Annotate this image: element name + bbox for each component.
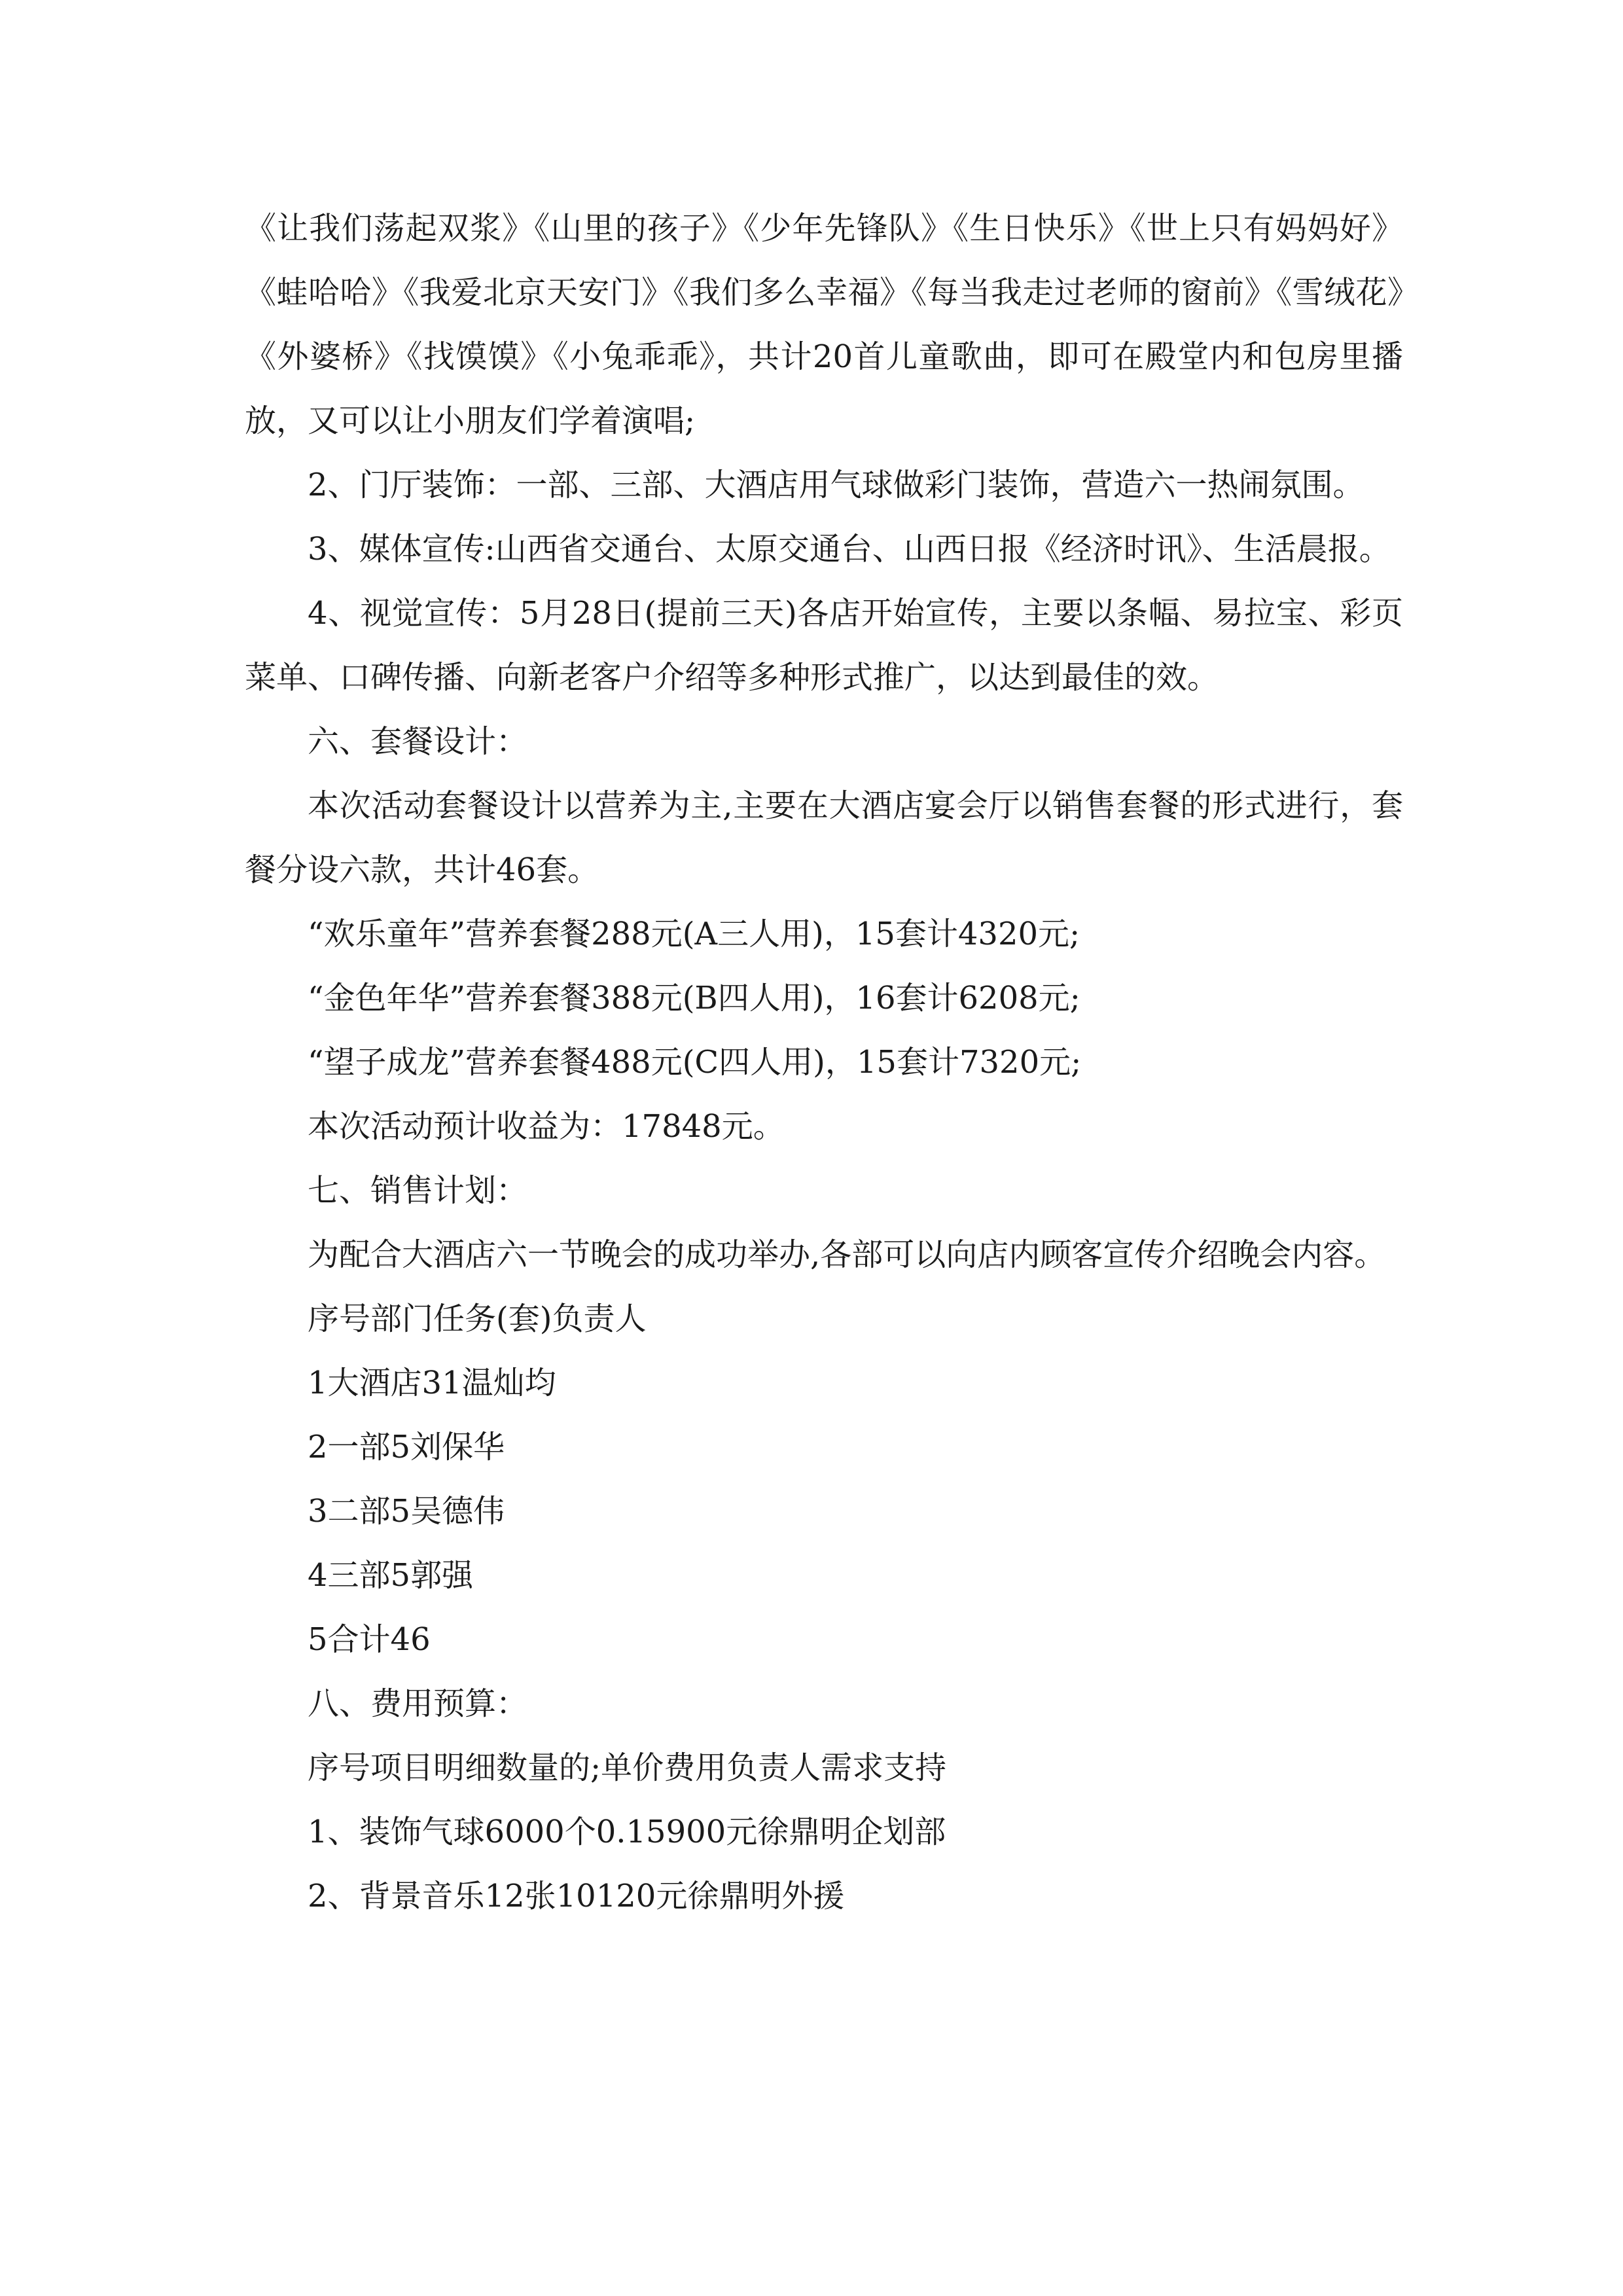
- paragraph-song-list: 《让我们荡起双浆》《山里的孩子》《少年先锋队》《生日快乐》《世上只有妈妈好》《蛙哈哈》《我爱北京天安门》《我们多么幸福》《每当我走过老师的窗前》《雪绒花》《外婆桥》《找馍馍》《小兔乖乖》，共计20首儿童歌曲，即可在殿堂内和包房里播放，又可以让小朋友们学着演唱;: [245, 210, 1403, 439]
- paragraph-media-promotion: 3、媒体宣传:山西省交通台、太原交通台、山西日报《经济时讯》、生活晨报。: [308, 531, 1391, 567]
- paragraph-sales-intro: 为配合大酒店六一节晚会的成功举办,各部可以向店内顾客宣传介绍晚会内容。: [308, 1236, 1386, 1273]
- heading-sales-plan: 七、销售计划：: [308, 1172, 528, 1209]
- paragraph-package-intro: 本次活动套餐设计以营养为主,主要在大酒店宴会厅以销售套餐的形式进行，套餐分设六款，共计46套。: [245, 787, 1403, 888]
- sales-row-total: 5合计46: [308, 1621, 431, 1658]
- paragraph-expected-revenue: 本次活动预计收益为：17848元。: [308, 1108, 785, 1145]
- paragraph-lobby-decoration: 2、门厅装饰：一部、三部、大酒店用气球做彩门装饰，营造六一热闹氛围。: [308, 467, 1364, 503]
- sales-row: 1大酒店31温灿均: [308, 1365, 556, 1401]
- document-body: [245, 196, 1403, 1928]
- budget-table-header: 序号项目明细数量的;单价费用负责人需求支持: [308, 1749, 947, 1786]
- package-item-b: “金色年华”营养套餐388元(B四人用)，16套计6208元;: [308, 980, 1080, 1016]
- budget-row: 1、装饰气球6000个0.15900元徐鼎明企划部: [308, 1814, 946, 1850]
- sales-table-header: 序号部门任务(套)负责人: [308, 1300, 647, 1337]
- paragraph-visual-promotion: 4、视觉宣传：5月28日(提前三天)各店开始宣传，主要以条幅、易拉宝、彩页菜单、口碑传播、向新老客户介绍等多种形式推广，以达到最佳的效。: [245, 595, 1403, 696]
- sales-row: 3二部5吴德伟: [308, 1493, 505, 1530]
- sales-row: 2一部5刘保华: [308, 1429, 505, 1465]
- heading-package-design: 六、套餐设计：: [308, 723, 528, 760]
- heading-budget: 八、费用预算：: [308, 1685, 528, 1722]
- sales-row: 4三部5郭强: [308, 1557, 474, 1594]
- package-item-c: “望子成龙”营养套餐488元(C四人用)，15套计7320元;: [308, 1044, 1082, 1081]
- budget-row: 2、背景音乐12张10120元徐鼎明外援: [308, 1878, 845, 1914]
- package-item-a: “欢乐童年”营养套餐288元(A三人用)，15套计4320元;: [308, 916, 1080, 952]
